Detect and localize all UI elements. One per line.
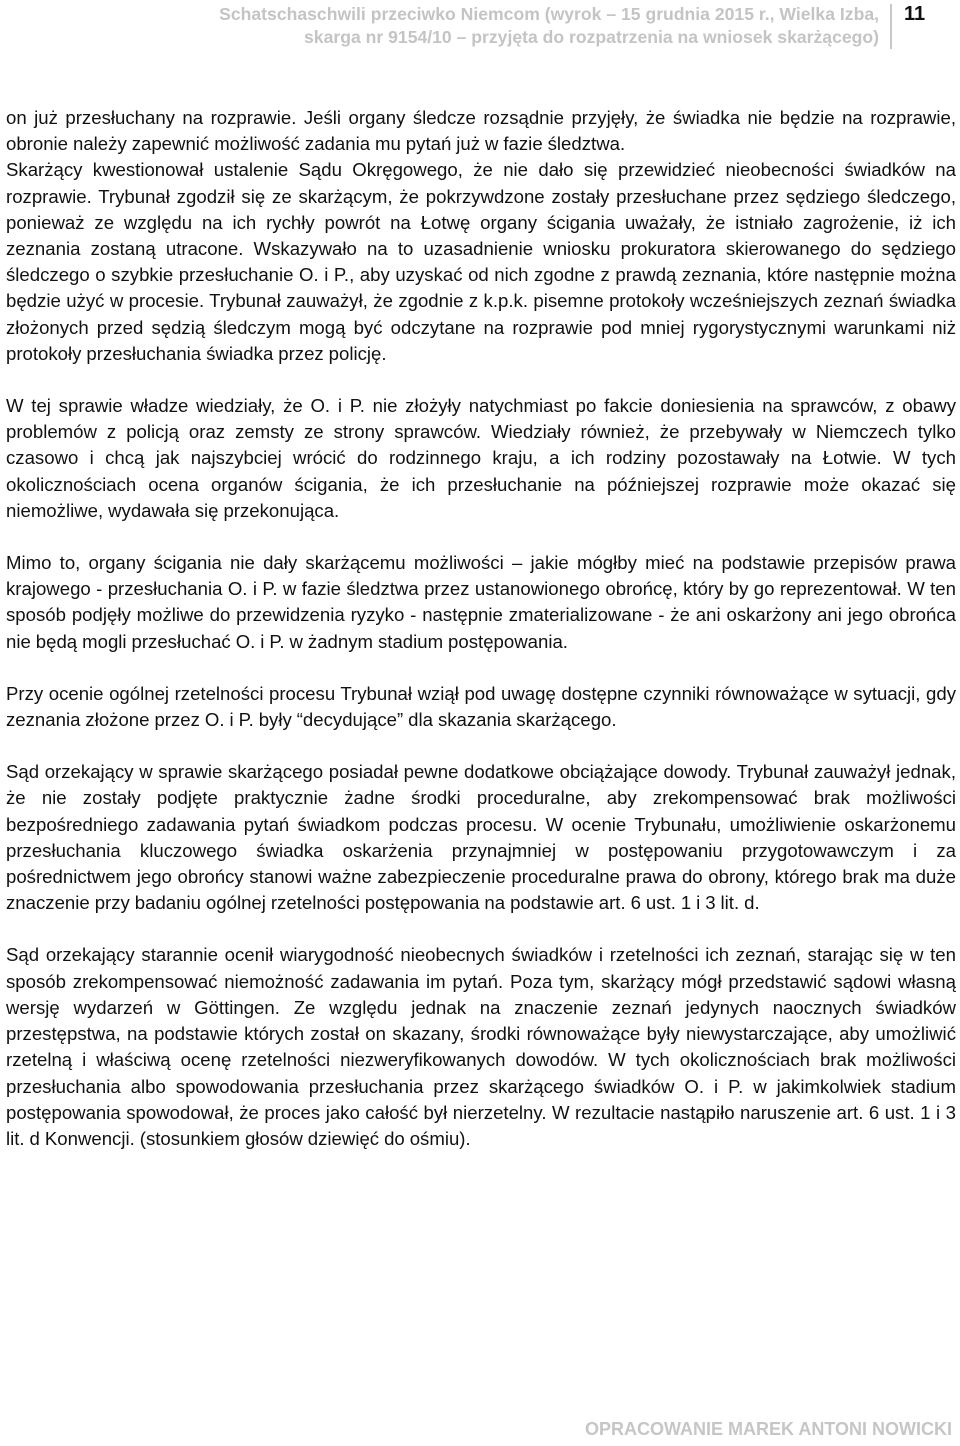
paragraph-5: Przy ocenie ogólnej rzetelności procesu Trybunał wziął pod uwagę dostępne czynniki równoważące w sytuacji, gdy zeznania złożone przez O. i P. były “decydujące” dla skazania skarżącego.	[6, 682, 956, 731]
paragraph-4: Mimo to, organy ścigania nie dały skarżącemu możliwości – jakie mógłby mieć na podstawie przepisów prawa krajowego - przesłuchania O. i P. w fazie śledztwa przez ustanowionego obrońcę, który by go reprezentował. W ten sposób podjęły możliwe do przewidzenia ryzyko - następnie zmaterializowane - że ani oskarżony ani jego obrońca nie będą mogli przesłuchać O. i P. w żadnym stadium postępowania.	[6, 552, 956, 652]
document-body	[6, 105, 956, 1152]
paragraph-gap	[6, 733, 956, 759]
paragraph-1: on już przesłuchany na rozprawie. Jeśli organy śledcze rozsądnie przyjęły, że świadka nie będzie na rozprawie, obronie należy zapewnić możliwość zadania mu pytań już w fazie śledztwa.	[6, 107, 956, 155]
paragraph-2: Skarżący kwestionował ustalenie Sądu Okręgowego, że nie dało się przewidzieć nieobecności świadków na rozprawie. Trybunał zgodził się ze skarżącym, że pokrzywdzone zostały przesłuchane przez sędziego śledczego, ponieważ ze względu na ich rychły powrót na Łotwę organy ścigania uważały, że istniało zagrożenie, iż ich zeznania zostaną utracone. Wskazywało na to uzasadnienie wniosku prokuratora skierowanego do sędziego śledczego o szybkie przesłuchanie O. i P., aby uzyskać od nich zgodne z prawdą zeznania, które następnie można będzie użyć w procesie. Trybunał zauważył, że zgodnie z k.p.k. pisemne protokoły wcześniejszych zeznań świadka złożonych przed sędzią śledczym mogą być odczytane na rozprawie pod mniej rygorystycznymi warunkami niż protokoły przesłuchania świadka przez policję.	[6, 159, 956, 364]
paragraph-gap	[6, 916, 956, 942]
running-header-title	[0, 3, 879, 49]
paragraph-gap	[6, 524, 956, 550]
paragraph-gap	[6, 367, 956, 393]
page-header	[0, 0, 960, 60]
paragraph-7: Sąd orzekający starannie ocenił wiarygodność nieobecnych świadków i rzetelności ich zeznań, starając się w ten sposób zrekompensować niemożność zadawania im pytań. Poza tym, skarżący mógł przedstawić sądowi własną wersję wydarzeń w Göttingen. Ze względu jednak na znaczenie zeznań jedynych naocznych świadków przestępstwa, na podstawie których został on skazany, środki równoważące były niewystarczające, aby umożliwić rzetelną i właściwą ocenę rzetelności niezweryfikowanych dowodów. W tych okolicznościach brak możliwości przesłuchania albo spowodowania przesłuchania przez skarżącego świadków O. i P. w jakimkolwiek stadium postępowania spowodował, że proces jako całość był nierzetelny. W rezultacie nastąpiło naruszenie art. 6 ust. 1 i 3 lit. d Konwencji. (stosunkiem głosów dziewięć do ośmiu).	[6, 944, 956, 1149]
header-divider	[890, 4, 892, 49]
running-header-line-1: Schatschaschwili przeciwko Niemcom (wyrok – 15 grudnia 2015 r., Wielka Izba,	[219, 4, 879, 24]
paragraph-gap	[6, 655, 956, 681]
paragraph-6: Sąd orzekający w sprawie skarżącego posiadał pewne dodatkowe obciążające dowody. Trybunał zauważył jednak, że nie zostały podjęte praktycznie żadne środki proceduralne, aby zrekompensować brak możliwości bezpośredniego zadawania pytań świadkom podczas procesu. W ocenie Trybunału, umożliwienie oskarżonemu przesłuchania kluczowego świadka oskarżenia przynajmniej w postępowaniu przygotowawczym i za pośrednictwem jego obrońcy stanowi ważne zabezpieczenie proceduralne prawa do obrony, którego brak ma duże znaczenie przy badaniu ogólnej rzetelności postępowania na podstawie art. 6 ust. 1 i 3 lit. d.	[6, 761, 956, 914]
page-number: 11	[904, 3, 926, 25]
paragraph-3: W tej sprawie władze wiedziały, że O. i P. nie złożyły natychmiast po fakcie doniesienia na sprawców, z obawy problemów z policją oraz zemsty ze strony sprawców. Wiedziały również, że przebywały w Niemczech tylko czasowo i chcą jak najszybciej wrócić do rodzinnego kraju, a ich rodziny pozostawały na Łotwie. W tych okolicznościach ocena organów ścigania, że ich przesłuchanie na późniejszej rozprawie może okazać się niemożliwe, wydawała się przekonująca.	[6, 395, 956, 521]
running-header-line-2: skarga nr 9154/10 – przyjęta do rozpatrzenia na wniosek skarżącego)	[304, 27, 879, 47]
page-footer: OPRACOWANIE MAREK ANTONI NOWICKI	[585, 1419, 952, 1439]
